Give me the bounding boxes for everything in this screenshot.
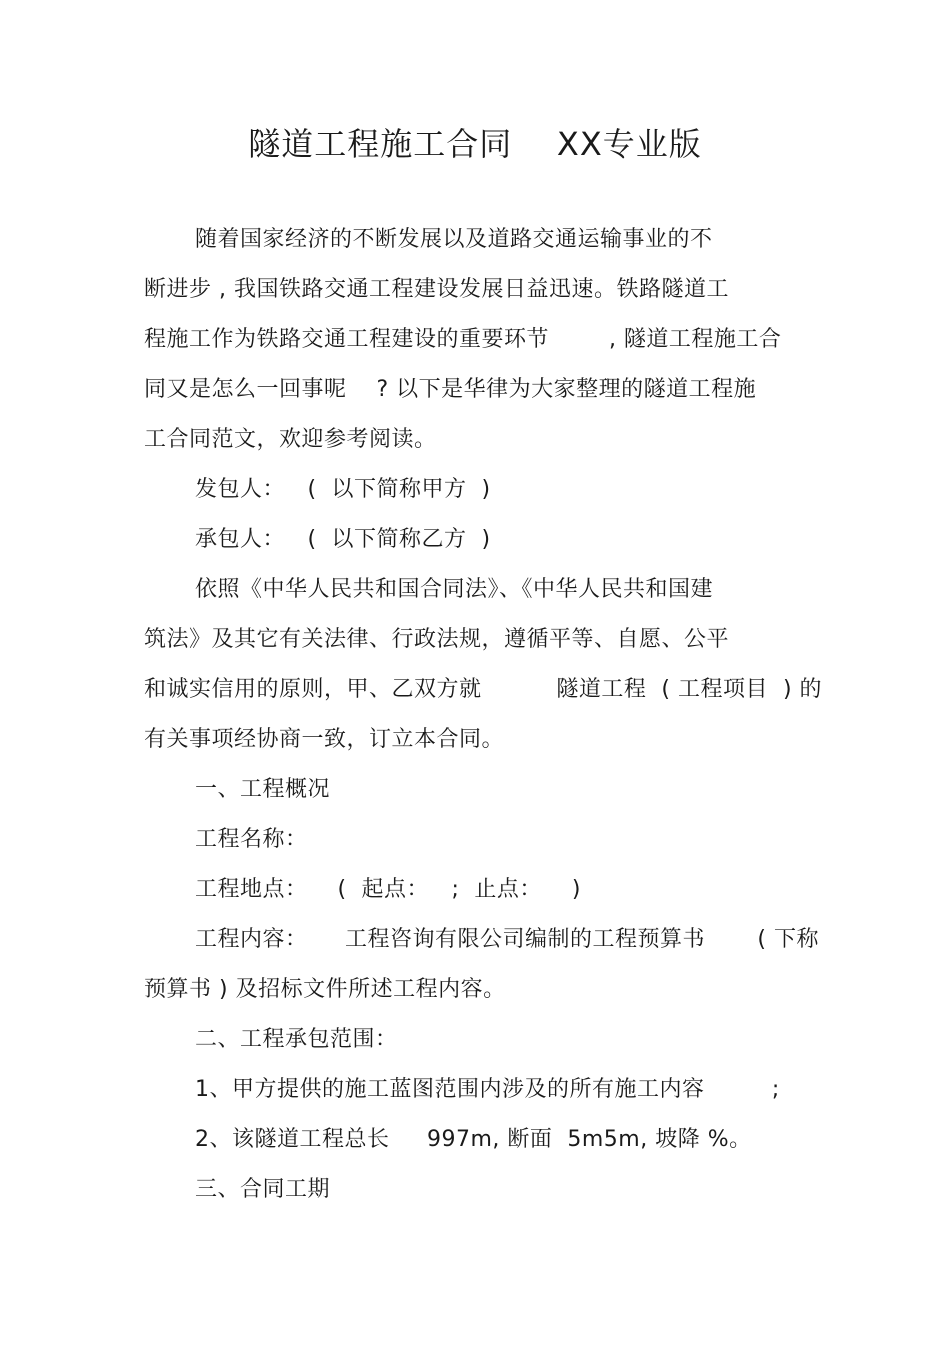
list-item: 1、甲方提供的施工蓝图范围内涉及的所有施工内容 ; bbox=[195, 1077, 780, 1102]
paragraph-line: 工合同范文，欢迎参考阅读。 bbox=[144, 427, 437, 452]
paragraph-line: 同又是怎么一回事呢 ? 以下是华律为大家整理的隧道工程施 bbox=[144, 377, 757, 402]
field-line: 工程名称： bbox=[195, 827, 308, 852]
paragraph-line: 程施工作为铁路交通工程建设的重要环节 , 隧道工程施工合 bbox=[144, 327, 782, 352]
party-a-line: 发包人： ( 以下简称甲方 ) bbox=[195, 477, 491, 502]
paragraph-line: 和诚实信用的原则，甲、乙双方就 隧道工程 ( 工程项目 ) 的 bbox=[144, 677, 823, 702]
paragraph-line: 预算书 ) 及招标文件所述工程内容。 bbox=[144, 977, 506, 1002]
paragraph-line: 筑法》及其它有关法律、行政法规，遵循平等、自愿、公平 bbox=[144, 627, 730, 652]
field-line: 工程地点： ( 起点： ; 止点： ) bbox=[195, 877, 581, 902]
party-b-line: 承包人： ( 以下简称乙方 ) bbox=[195, 527, 491, 552]
list-item: 2、该隧道工程总长 997m, 断面 5m5m, 坡降 %。 bbox=[195, 1127, 752, 1152]
paragraph-line: 有关事项经协商一致，订立本合同。 bbox=[144, 727, 505, 752]
paragraph-line: 断进步 , 我国铁路交通工程建设发展日益迅速。铁路隧道工 bbox=[144, 277, 729, 302]
paragraph-line: 依照《中华人民共和国合同法》、《中华人民共和国建 bbox=[195, 577, 714, 602]
section-heading: 二、工程承包范围： bbox=[195, 1027, 398, 1052]
document-title: 隧道工程施工合同 XX专业版 bbox=[248, 125, 702, 163]
paragraph-line: 随着国家经济的不断发展以及道路交通运输事业的不 bbox=[195, 227, 713, 252]
section-heading: 一、工程概况 bbox=[195, 777, 331, 802]
section-heading: 三、合同工期 bbox=[195, 1177, 331, 1202]
field-line: 工程内容： 工程咨询有限公司编制的工程预算书 ( 下称 bbox=[195, 927, 819, 952]
